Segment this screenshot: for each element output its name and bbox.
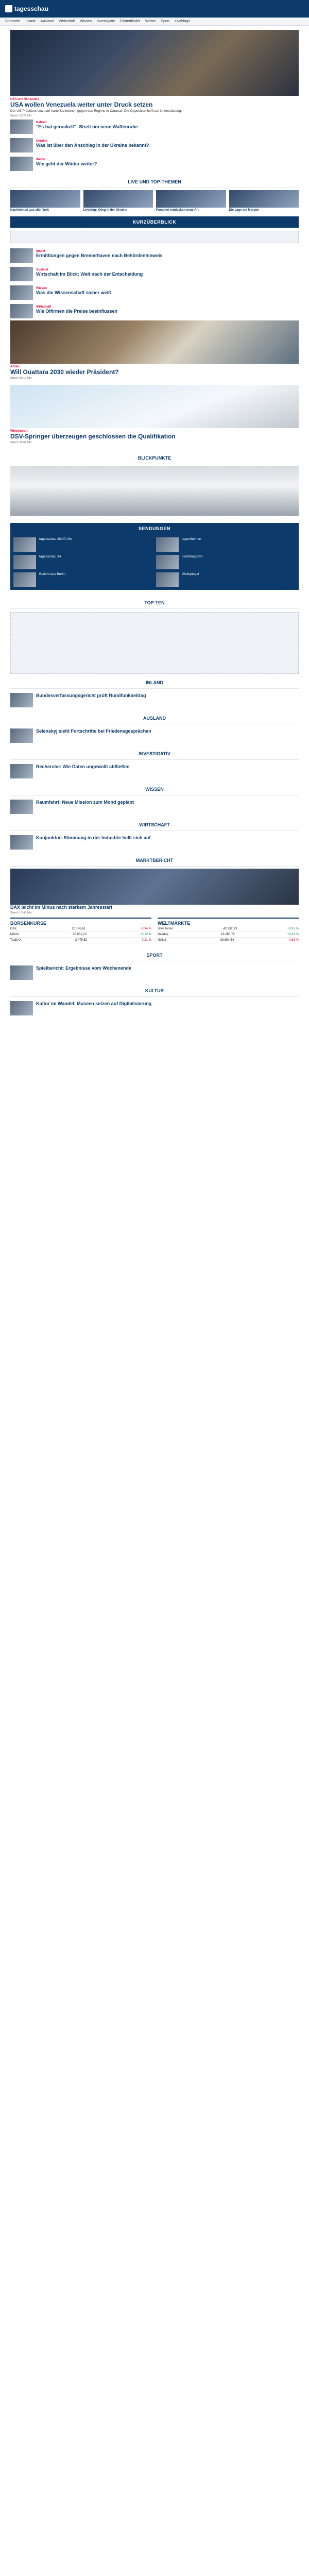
sendung-thumb	[13, 572, 36, 587]
story-thumb	[10, 304, 33, 318]
investigativ-section-title: INVESTIGATIV	[10, 748, 299, 760]
story-text	[36, 267, 143, 277]
market-row[interactable]	[10, 926, 151, 932]
story-item[interactable]	[10, 265, 299, 283]
sendung-item[interactable]	[13, 555, 153, 569]
top-list-item[interactable]	[10, 117, 299, 136]
market-name: TecDAX	[10, 939, 22, 942]
sport-section-title: SPORT	[10, 950, 299, 961]
story-item[interactable]	[10, 283, 299, 302]
story-text	[36, 304, 117, 314]
world-title: WELTMÄRKTE	[158, 921, 191, 926]
lead-title[interactable]: USA wollen Venezuela weiter unter Druck setzen	[10, 101, 153, 108]
ski-kicker: Wintersport	[10, 430, 28, 433]
market-value: 19.280,79	[220, 933, 235, 936]
lead-teaser: Der US-Präsident setzt auf harte Sanktionen gegen das Regime in Caracas. Die Opposition hofft auf Unterstützung.	[10, 109, 182, 113]
top-list-title: Wie geht der Winter weiter?	[36, 161, 97, 166]
market-row[interactable]	[158, 932, 299, 938]
market-row[interactable]	[10, 932, 151, 938]
market-value: 42.732,13	[223, 927, 237, 930]
topten-list	[10, 612, 299, 674]
top-list-item[interactable]	[10, 155, 299, 173]
live-card-title: Forscher entdecken neue Art	[156, 209, 199, 212]
feature-kicker: Afrika	[10, 365, 20, 368]
sendung-item[interactable]	[13, 537, 153, 552]
sendung-title: Weltspiegel	[182, 572, 199, 576]
ski-image[interactable]	[10, 385, 299, 428]
stories-list	[10, 246, 299, 320]
sendung-thumb	[156, 555, 179, 569]
nav-item[interactable]: Wetter	[145, 20, 156, 23]
sendung-item[interactable]	[156, 537, 296, 552]
story-title: Wirtschaft im Blick: Welt nach der Entscheidung	[36, 272, 143, 277]
market-change: +0,31 %	[287, 933, 299, 936]
market-name: Nasdaq	[158, 933, 168, 936]
boerse-title: BÖRSENKURSE	[10, 921, 47, 926]
lead-meta: Stand: 10:24 Uhr	[10, 114, 32, 117]
live-card-image	[10, 190, 80, 208]
kultur-section-title: KULTUR	[10, 985, 299, 997]
sendung-thumb	[156, 572, 179, 587]
sport-title: Spielbericht: Ergebnisse vom Wochenende	[36, 965, 131, 971]
lead-kicker: USA und Venezuela	[10, 98, 39, 101]
investigativ-thumb	[10, 764, 33, 778]
nav-item[interactable]: Liveblogs	[175, 20, 190, 23]
nav-item[interactable]: Investigativ	[97, 20, 115, 23]
story-title: Wie Ölfirmen die Preise beeinflussen	[36, 309, 117, 314]
live-card[interactable]	[229, 190, 299, 212]
market-row[interactable]	[158, 938, 299, 943]
logo-icon	[5, 5, 12, 12]
markt-image[interactable]	[10, 869, 299, 905]
inland-thumb	[10, 693, 33, 707]
blick-section-title: BLICKPUNKTE	[10, 452, 299, 464]
live-card-title: Nachrichten aus aller Welt	[10, 209, 49, 212]
story-kicker: Wissen	[36, 287, 47, 290]
kultur-title: Kultur im Wandel: Museen setzen auf Digitalisierung	[36, 1001, 152, 1006]
nav-item[interactable]: Startseite	[5, 20, 21, 23]
top-list-thumb	[10, 138, 33, 152]
sendung-item[interactable]	[13, 572, 153, 587]
nav-item[interactable]: Faktenfinder	[120, 20, 140, 23]
site-logo[interactable]	[5, 5, 48, 12]
story-item[interactable]	[10, 246, 299, 265]
top-list-text	[36, 138, 149, 148]
market-name: Nikkei	[158, 939, 166, 942]
feature-meta: Stand: 08:12 Uhr	[10, 377, 32, 380]
wissen-story[interactable]	[10, 798, 299, 816]
story-text	[36, 285, 111, 296]
live-card[interactable]	[156, 190, 226, 212]
story-title: Was die Wissenschaft sicher weiß	[36, 290, 111, 295]
market-name: Dow Jones	[158, 927, 173, 930]
wirtschaft-title: Konjunktur: Stimmung in der Industrie hellt sich auf	[36, 835, 151, 840]
nav-item[interactable]: Wissen	[80, 20, 92, 23]
kultur-story[interactable]	[10, 999, 299, 1018]
sendungen-section-title: SENDUNGEN	[10, 523, 299, 534]
markt-section-title: MARKTBERICHT	[10, 855, 299, 867]
market-value: 39.894,54	[220, 939, 234, 942]
sendung-title: nachtmagazin	[182, 555, 203, 558]
sendung-title: tagesschau 20:00 Uhr	[39, 537, 72, 541]
top-list-title: "Es hat geruckelt": Streit um neue Waffenruhe	[36, 124, 138, 129]
top-list-kicker: Wetter	[36, 158, 46, 161]
ski-meta: Stand: 09:02 Uhr	[10, 441, 32, 444]
market-change: +0,12 %	[140, 933, 151, 936]
markt-title[interactable]: DAX leicht im Minus nach starkem Jahresstart	[10, 905, 113, 910]
logo-text: tagesschau	[14, 5, 49, 12]
wissen-thumb	[10, 800, 33, 814]
story-kicker: Ausland	[36, 268, 48, 272]
nav-item[interactable]: Sport	[161, 20, 170, 23]
nav-item[interactable]: Inland	[25, 20, 36, 23]
world-panel	[158, 918, 299, 943]
top-list-thumb	[10, 157, 33, 171]
live-card-image	[156, 190, 226, 208]
ausland-section-title: AUSLAND	[10, 713, 299, 724]
lead-image[interactable]	[10, 30, 299, 96]
wirtschaft-section-title: WIRTSCHAFT	[10, 819, 299, 831]
markt-meta: Stand: 17:45 Uhr	[10, 911, 32, 914]
sendung-thumb	[13, 537, 36, 552]
market-value: 3.479,52	[75, 939, 88, 942]
live-card-image	[83, 190, 153, 208]
market-name: DAX	[10, 927, 17, 930]
nav-item[interactable]: Ausland	[40, 20, 54, 23]
story-thumb	[10, 285, 33, 300]
kultur-thumb	[10, 1001, 33, 1015]
market-panels	[10, 914, 299, 946]
sport-thumb	[10, 965, 33, 980]
main-nav	[0, 18, 309, 26]
market-change: +0,25 %	[287, 927, 299, 930]
story-text	[36, 248, 163, 259]
ausland-title: Selenskyj sieht Fortschritte bei Friedensgesprächen	[36, 728, 151, 734]
sport-story[interactable]	[10, 963, 299, 982]
kurz-content	[10, 231, 299, 243]
wissen-title: Raumfahrt: Neue Mission zum Mond geplant	[36, 800, 134, 805]
inland-section-title: INLAND	[10, 677, 299, 689]
investigativ-story[interactable]	[10, 762, 299, 781]
topten-section-title: TOP-TEN	[10, 597, 299, 609]
ausland-thumb	[10, 728, 33, 743]
market-name: MDAX	[10, 933, 20, 936]
wissen-section-title: WISSEN	[10, 784, 299, 795]
world-rows	[158, 926, 299, 943]
investigativ-title: Recherche: Wie Daten ungewollt abfließen	[36, 764, 130, 769]
top-list-text	[36, 120, 138, 130]
top-list-title: Was ist über den Anschlag in der Ukraine bekannt?	[36, 143, 149, 148]
blick-image[interactable]	[10, 466, 299, 516]
ski-title[interactable]: DSV-Springer überzeugen geschlossen die Qualifikation	[10, 433, 176, 440]
market-change: -0,88 %	[288, 939, 299, 942]
kurz-section-title: KURZÜBERBLICK	[10, 216, 299, 228]
market-change: -0,21 %	[141, 939, 151, 942]
market-value: 25.981,20	[73, 933, 87, 936]
live-cards	[10, 190, 299, 212]
story-title: Ermittlungen gegen Bremerhaven nach Behördenhinweis	[36, 253, 163, 258]
market-row[interactable]	[158, 926, 299, 932]
story-kicker: Wirtschaft	[36, 306, 52, 309]
market-value: 20.146,61	[72, 927, 86, 930]
top-list-kicker: Nahost	[36, 121, 47, 124]
top-list-kicker: Ukraine	[36, 140, 48, 143]
live-card-image	[229, 190, 299, 208]
nav-item[interactable]: Wirtschaft	[58, 20, 75, 23]
wirtschaft-thumb	[10, 835, 33, 850]
sendung-thumb	[156, 537, 179, 552]
top-list-item[interactable]	[10, 136, 299, 155]
inland-story[interactable]	[10, 691, 299, 709]
story-thumb	[10, 267, 33, 281]
story-thumb	[10, 248, 33, 263]
wirtschaft-story[interactable]	[10, 833, 299, 852]
sendung-item[interactable]	[156, 555, 296, 569]
live-card[interactable]	[83, 190, 153, 212]
top-list-thumb	[10, 120, 33, 134]
boerse-rows	[10, 926, 151, 943]
sendung-item[interactable]	[156, 572, 296, 587]
live-card-title: Die Lage am Morgen	[229, 209, 260, 212]
inland-title: Bundesverfassungsgericht prüft Rundfunkbeitrag	[36, 693, 146, 698]
market-change: -0,34 %	[141, 927, 151, 930]
market-row[interactable]	[10, 938, 151, 943]
sendung-thumb	[13, 555, 36, 569]
live-card[interactable]	[10, 190, 80, 212]
boerse-panel	[10, 918, 151, 943]
live-section-title: LIVE UND TOP-THEMEN	[10, 176, 299, 188]
feature-title[interactable]: Will Ouattara 2030 wieder Präsident?	[10, 368, 119, 376]
sendung-title: tagesschau 24	[39, 555, 61, 558]
sendung-title: Bericht aus Berlin	[39, 572, 65, 576]
feature-image[interactable]	[10, 320, 299, 364]
story-item[interactable]	[10, 302, 299, 320]
sendungen-list	[10, 534, 299, 590]
top-list	[10, 117, 299, 173]
live-card-title: Liveblog: Krieg in der Ukraine	[83, 209, 127, 212]
top-list-text	[36, 157, 97, 167]
site-header	[0, 0, 309, 18]
story-kicker: Inland	[36, 250, 45, 253]
ausland-story[interactable]	[10, 726, 299, 745]
sendung-title: tagesthemen	[182, 537, 201, 541]
